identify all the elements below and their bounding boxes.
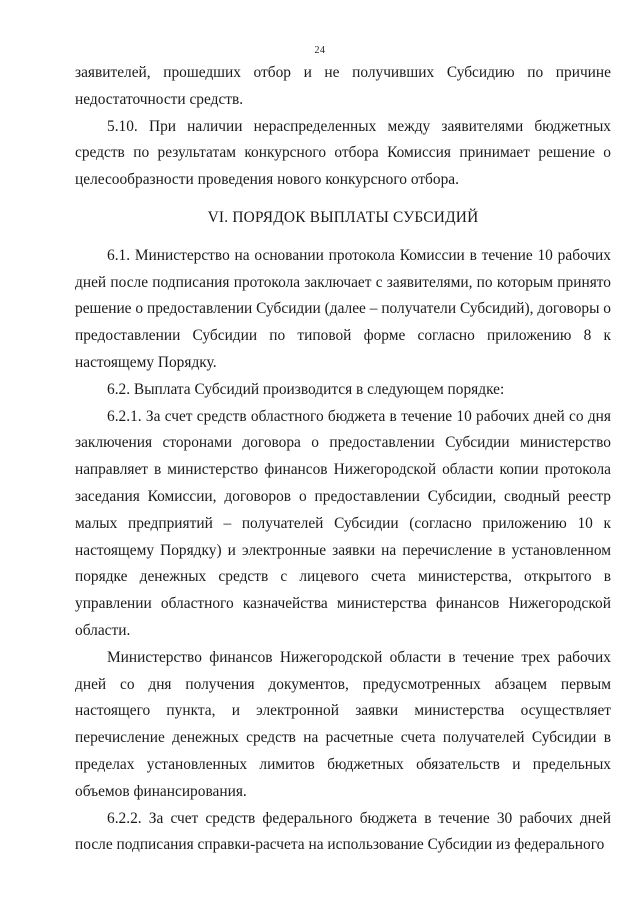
page-number: 24 [314, 45, 326, 56]
paragraph-5-10: 5.10. При наличии нераспределенных между заявителями бюджетных средств по результатам конкурсного отбора Комиссия принимает решение о целесообразности проведения нового конкурсного отбора. [75, 117, 611, 189]
paragraph-6-1: 6.1. Министерство на основании протокола Комиссии в течение 10 рабочих дней после подписания протокола заключает с заявителями, по которым принято решение о предоставлении Субсидии (далее – получатели Субсидий), договоры о предоставлении Субсидии по типовой форме согласно приложению 8 к настоящему Порядку. [75, 246, 611, 371]
paragraph-6-2-2: 6.2.2. За счет средств федерального бюджета в течение 30 рабочих дней после подписания справки-расчета на использование Субсидии из федерального [75, 809, 611, 854]
paragraph-continuation: заявителей, прошедших отбор и не получивших Субсидию по причине недостаточности средств. [75, 64, 611, 108]
paragraph-6-2-1: 6.2.1. За счет средств областного бюджета в течение 10 рабочих дней со дня заключения сторонами договора о предоставлении Субсидии министерство направляет в министерство финансов Нижегородской области копии протокола заседания Комиссии, договоров о предоставлении Субсидии, сводный реестр малых предприятий – получателей Субсидии (согласно приложению 10 к настоящему Порядку) и электронные заявки на перечисление в установленном порядке денежных средств с лицевого счета министерства, открытого в управлении областного казначейства министерства финансов Нижегородской области. [75, 407, 611, 639]
paragraph-6-2: 6.2. Выплата Субсидий производится в следующем порядке: [107, 380, 505, 398]
paragraph-ministry-finance: Министерство финансов Нижегородской области в течение трех рабочих дней со дня получения документов, предусмотренных абзацем первым настоящего пункта, и электронной заявки министерства осуществляет перечисление денежных средств на расчетные счета получателей Субсидии в пределах установленных лимитов бюджетных обязательств и предельных объемов финансирования. [75, 648, 611, 800]
section-heading: VI. ПОРЯДОК ВЫПЛАТЫ СУБСИДИЙ [207, 208, 479, 226]
document-body [75, 60, 611, 859]
